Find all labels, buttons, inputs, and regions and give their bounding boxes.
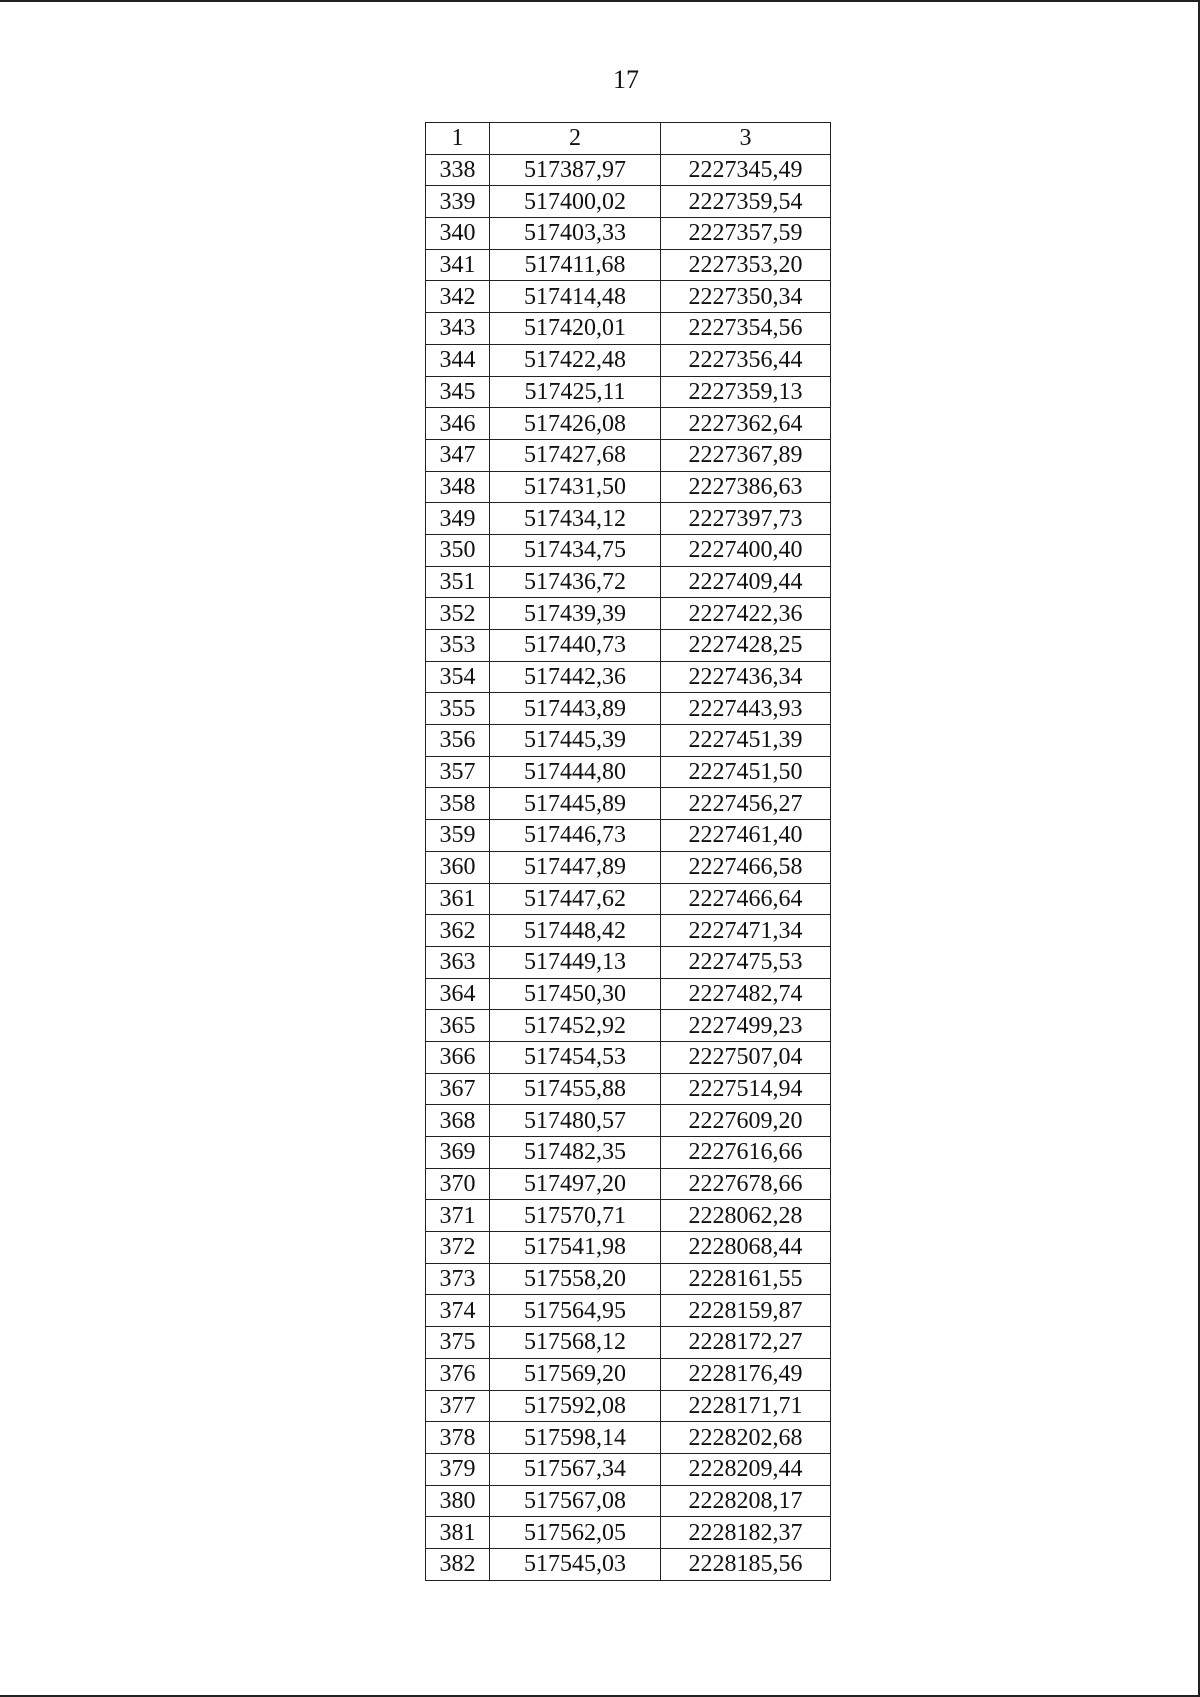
- table-row: [426, 915, 831, 947]
- y-coordinate-cell: 2228172,27: [661, 1327, 831, 1359]
- y-coordinate-cell: 2227507,04: [661, 1041, 831, 1073]
- table-row: [426, 820, 831, 852]
- x-coordinate-cell: 517455,88: [490, 1073, 661, 1105]
- column-header-1: 1: [426, 123, 490, 155]
- y-coordinate-cell: 2227678,66: [661, 1168, 831, 1200]
- page-border-top: [0, 0, 1200, 2]
- table-row: [426, 661, 831, 693]
- y-coordinate-cell: 2227359,13: [661, 376, 831, 408]
- table-row: [426, 344, 831, 376]
- y-coordinate-cell: 2227482,74: [661, 978, 831, 1010]
- table-row: [426, 313, 831, 345]
- x-coordinate-cell: 517545,03: [490, 1548, 661, 1580]
- y-coordinate-cell: 2227397,73: [661, 503, 831, 535]
- x-coordinate-cell: 517439,39: [490, 598, 661, 630]
- y-coordinate-cell: 2227609,20: [661, 1105, 831, 1137]
- x-coordinate-cell: 517445,89: [490, 788, 661, 820]
- point-number-cell: 374: [426, 1295, 490, 1327]
- x-coordinate-cell: 517431,50: [490, 471, 661, 503]
- point-number-cell: 350: [426, 534, 490, 566]
- point-number-cell: 342: [426, 281, 490, 313]
- point-number-cell: 338: [426, 154, 490, 186]
- x-coordinate-cell: 517440,73: [490, 630, 661, 662]
- x-coordinate-cell: 517446,73: [490, 820, 661, 852]
- point-number-cell: 381: [426, 1517, 490, 1549]
- point-number-cell: 358: [426, 788, 490, 820]
- y-coordinate-cell: 2227367,89: [661, 439, 831, 471]
- x-coordinate-cell: 517411,68: [490, 249, 661, 281]
- table-row: [426, 1517, 831, 1549]
- y-coordinate-cell: 2227386,63: [661, 471, 831, 503]
- x-coordinate-cell: 517570,71: [490, 1200, 661, 1232]
- x-coordinate-cell: 517422,48: [490, 344, 661, 376]
- x-coordinate-cell: 517568,12: [490, 1327, 661, 1359]
- x-coordinate-cell: 517426,08: [490, 408, 661, 440]
- y-coordinate-cell: 2227359,54: [661, 186, 831, 218]
- point-number-cell: 360: [426, 851, 490, 883]
- point-number-cell: 365: [426, 1010, 490, 1042]
- y-coordinate-cell: 2227456,27: [661, 788, 831, 820]
- table-row: [426, 218, 831, 250]
- y-coordinate-cell: 2227428,25: [661, 630, 831, 662]
- x-coordinate-cell: 517482,35: [490, 1137, 661, 1169]
- x-coordinate-cell: 517449,13: [490, 946, 661, 978]
- x-coordinate-cell: 517436,72: [490, 566, 661, 598]
- table-row: [426, 1453, 831, 1485]
- x-coordinate-cell: 517450,30: [490, 978, 661, 1010]
- point-number-cell: 355: [426, 693, 490, 725]
- x-coordinate-cell: 517567,34: [490, 1453, 661, 1485]
- y-coordinate-cell: 2228202,68: [661, 1422, 831, 1454]
- table-header: [426, 123, 831, 155]
- y-coordinate-cell: 2227354,56: [661, 313, 831, 345]
- y-coordinate-cell: 2227451,39: [661, 725, 831, 757]
- table-row: [426, 1137, 831, 1169]
- table-row: [426, 376, 831, 408]
- table-row: [426, 534, 831, 566]
- table-row: [426, 1232, 831, 1264]
- x-coordinate-cell: 517480,57: [490, 1105, 661, 1137]
- y-coordinate-cell: 2227461,40: [661, 820, 831, 852]
- table-row: [426, 756, 831, 788]
- page-number: 17: [613, 65, 639, 94]
- point-number-cell: 379: [426, 1453, 490, 1485]
- point-number-cell: 377: [426, 1390, 490, 1422]
- point-number-cell: 346: [426, 408, 490, 440]
- x-coordinate-cell: 517420,01: [490, 313, 661, 345]
- y-coordinate-cell: 2227350,34: [661, 281, 831, 313]
- table-row: [426, 1485, 831, 1517]
- table-row: [426, 725, 831, 757]
- point-number-cell: 359: [426, 820, 490, 852]
- point-number-cell: 380: [426, 1485, 490, 1517]
- y-coordinate-cell: 2227353,20: [661, 249, 831, 281]
- y-coordinate-cell: 2228182,37: [661, 1517, 831, 1549]
- point-number-cell: 356: [426, 725, 490, 757]
- x-coordinate-cell: 517567,08: [490, 1485, 661, 1517]
- x-coordinate-cell: 517558,20: [490, 1263, 661, 1295]
- x-coordinate-cell: 517454,53: [490, 1041, 661, 1073]
- point-number-cell: 348: [426, 471, 490, 503]
- y-coordinate-cell: 2227466,58: [661, 851, 831, 883]
- x-coordinate-cell: 517434,75: [490, 534, 661, 566]
- x-coordinate-cell: 517387,97: [490, 154, 661, 186]
- x-coordinate-cell: 517400,02: [490, 186, 661, 218]
- x-coordinate-cell: 517562,05: [490, 1517, 661, 1549]
- point-number-cell: 347: [426, 439, 490, 471]
- table-row: [426, 1295, 831, 1327]
- table-row: [426, 851, 831, 883]
- x-coordinate-cell: 517447,89: [490, 851, 661, 883]
- y-coordinate-cell: 2228159,87: [661, 1295, 831, 1327]
- table-row: [426, 439, 831, 471]
- point-number-cell: 378: [426, 1422, 490, 1454]
- y-coordinate-cell: 2227443,93: [661, 693, 831, 725]
- y-coordinate-cell: 2227451,50: [661, 756, 831, 788]
- table-row: [426, 1358, 831, 1390]
- point-number-cell: 341: [426, 249, 490, 281]
- x-coordinate-cell: 517448,42: [490, 915, 661, 947]
- table-row: [426, 1168, 831, 1200]
- x-coordinate-cell: 517445,39: [490, 725, 661, 757]
- x-coordinate-cell: 517447,62: [490, 883, 661, 915]
- y-coordinate-cell: 2228068,44: [661, 1232, 831, 1264]
- y-coordinate-cell: 2228176,49: [661, 1358, 831, 1390]
- point-number-cell: 353: [426, 630, 490, 662]
- point-number-cell: 382: [426, 1548, 490, 1580]
- x-coordinate-cell: 517442,36: [490, 661, 661, 693]
- table-row: [426, 154, 831, 186]
- y-coordinate-cell: 2228209,44: [661, 1453, 831, 1485]
- table-row: [426, 1422, 831, 1454]
- y-coordinate-cell: 2227436,34: [661, 661, 831, 693]
- point-number-cell: 373: [426, 1263, 490, 1295]
- point-number-cell: 344: [426, 344, 490, 376]
- y-coordinate-cell: 2227409,44: [661, 566, 831, 598]
- table-row: [426, 471, 831, 503]
- point-number-cell: 372: [426, 1232, 490, 1264]
- point-number-cell: 367: [426, 1073, 490, 1105]
- x-coordinate-cell: 517403,33: [490, 218, 661, 250]
- y-coordinate-cell: 2227362,64: [661, 408, 831, 440]
- point-number-cell: 362: [426, 915, 490, 947]
- y-coordinate-cell: 2227356,44: [661, 344, 831, 376]
- table-row: [426, 883, 831, 915]
- y-coordinate-cell: 2227466,64: [661, 883, 831, 915]
- table-row: [426, 186, 831, 218]
- table-row: [426, 946, 831, 978]
- point-number-cell: 351: [426, 566, 490, 598]
- x-coordinate-cell: 517452,92: [490, 1010, 661, 1042]
- table-row: [426, 1548, 831, 1580]
- table-row: [426, 281, 831, 313]
- y-coordinate-cell: 2227400,40: [661, 534, 831, 566]
- table-row: [426, 1041, 831, 1073]
- x-coordinate-cell: 517443,89: [490, 693, 661, 725]
- table-row: [426, 408, 831, 440]
- table-header-row: [426, 123, 831, 155]
- column-header-3: 3: [661, 123, 831, 155]
- x-coordinate-cell: 517541,98: [490, 1232, 661, 1264]
- y-coordinate-cell: 2228161,55: [661, 1263, 831, 1295]
- column-header-2: 2: [490, 123, 661, 155]
- y-coordinate-cell: 2227471,34: [661, 915, 831, 947]
- table-body: [426, 154, 831, 1580]
- table-row: [426, 630, 831, 662]
- y-coordinate-cell: 2228185,56: [661, 1548, 831, 1580]
- table-row: [426, 693, 831, 725]
- x-coordinate-cell: 517598,14: [490, 1422, 661, 1454]
- x-coordinate-cell: 517427,68: [490, 439, 661, 471]
- x-coordinate-cell: 517414,48: [490, 281, 661, 313]
- table-row: [426, 598, 831, 630]
- point-number-cell: 368: [426, 1105, 490, 1137]
- table-row: [426, 1327, 831, 1359]
- point-number-cell: 357: [426, 756, 490, 788]
- y-coordinate-cell: 2227422,36: [661, 598, 831, 630]
- point-number-cell: 369: [426, 1137, 490, 1169]
- y-coordinate-cell: 2227616,66: [661, 1137, 831, 1169]
- x-coordinate-cell: 517444,80: [490, 756, 661, 788]
- point-number-cell: 339: [426, 186, 490, 218]
- x-coordinate-cell: 517434,12: [490, 503, 661, 535]
- x-coordinate-cell: 517497,20: [490, 1168, 661, 1200]
- y-coordinate-cell: 2227514,94: [661, 1073, 831, 1105]
- point-number-cell: 349: [426, 503, 490, 535]
- table-row: [426, 1073, 831, 1105]
- table-row: [426, 503, 831, 535]
- point-number-cell: 366: [426, 1041, 490, 1073]
- table-row: [426, 249, 831, 281]
- y-coordinate-cell: 2227345,49: [661, 154, 831, 186]
- x-coordinate-cell: 517425,11: [490, 376, 661, 408]
- point-number-cell: 354: [426, 661, 490, 693]
- table-row: [426, 566, 831, 598]
- point-number-cell: 376: [426, 1358, 490, 1390]
- point-number-cell: 364: [426, 978, 490, 1010]
- x-coordinate-cell: 517564,95: [490, 1295, 661, 1327]
- point-number-cell: 363: [426, 946, 490, 978]
- y-coordinate-cell: 2227499,23: [661, 1010, 831, 1042]
- point-number-cell: 375: [426, 1327, 490, 1359]
- table-row: [426, 788, 831, 820]
- y-coordinate-cell: 2228208,17: [661, 1485, 831, 1517]
- point-number-cell: 371: [426, 1200, 490, 1232]
- table-row: [426, 978, 831, 1010]
- point-number-cell: 370: [426, 1168, 490, 1200]
- table-row: [426, 1010, 831, 1042]
- point-number-cell: 361: [426, 883, 490, 915]
- table-row: [426, 1105, 831, 1137]
- y-coordinate-cell: 2227357,59: [661, 218, 831, 250]
- y-coordinate-cell: 2228171,71: [661, 1390, 831, 1422]
- table-row: [426, 1390, 831, 1422]
- point-number-cell: 343: [426, 313, 490, 345]
- x-coordinate-cell: 517592,08: [490, 1390, 661, 1422]
- y-coordinate-cell: 2227475,53: [661, 946, 831, 978]
- point-number-cell: 352: [426, 598, 490, 630]
- y-coordinate-cell: 2228062,28: [661, 1200, 831, 1232]
- table-row: [426, 1200, 831, 1232]
- point-number-cell: 340: [426, 218, 490, 250]
- table-row: [426, 1263, 831, 1295]
- coordinates-table: [425, 122, 831, 1581]
- point-number-cell: 345: [426, 376, 490, 408]
- x-coordinate-cell: 517569,20: [490, 1358, 661, 1390]
